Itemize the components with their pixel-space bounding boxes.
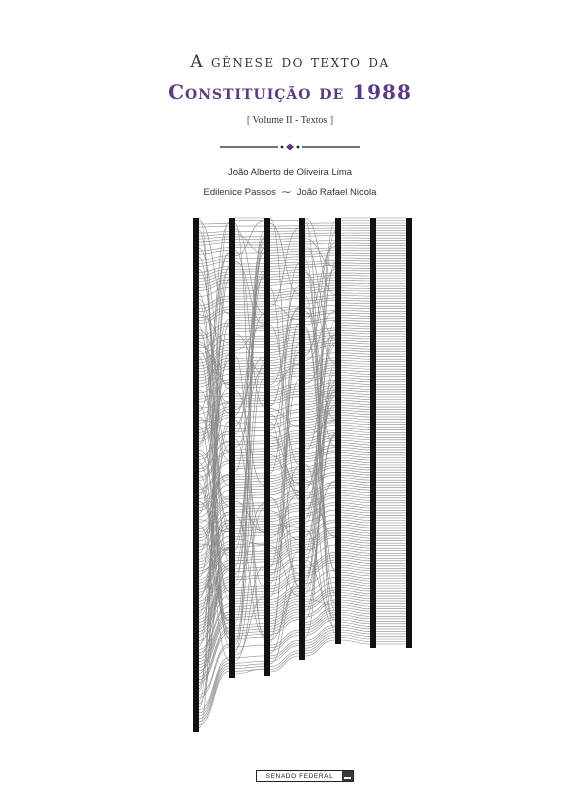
flow-line bbox=[341, 613, 370, 617]
flow-line bbox=[235, 382, 264, 383]
flow-line bbox=[341, 475, 370, 477]
flow-line bbox=[305, 353, 335, 358]
flow-line bbox=[235, 328, 264, 329]
flow-line bbox=[341, 343, 370, 344]
flow-line bbox=[305, 278, 335, 280]
flow-line bbox=[199, 396, 229, 397]
flow-line bbox=[341, 593, 370, 597]
flow-line bbox=[270, 249, 299, 250]
flow-line bbox=[341, 495, 370, 498]
flow-line bbox=[270, 236, 299, 237]
flow-line bbox=[235, 591, 264, 593]
flow-line bbox=[235, 377, 264, 378]
flow-line bbox=[341, 418, 370, 420]
flow-line bbox=[341, 295, 370, 296]
flow-line bbox=[341, 460, 370, 462]
flow-line bbox=[341, 455, 370, 457]
flow-line bbox=[235, 379, 264, 645]
flow-line bbox=[270, 241, 299, 242]
flow-line bbox=[341, 620, 370, 624]
flow-line bbox=[341, 370, 370, 372]
flow-line bbox=[341, 270, 370, 271]
flow-line bbox=[341, 373, 370, 375]
flow-line bbox=[341, 503, 370, 506]
flow-line bbox=[270, 272, 299, 274]
title-line-1: A gênese do texto da bbox=[190, 52, 390, 72]
flow-line bbox=[341, 610, 370, 614]
flow-line bbox=[235, 562, 264, 564]
flow-line bbox=[341, 283, 370, 284]
flow-line bbox=[341, 443, 370, 445]
flow-line bbox=[235, 342, 264, 343]
volume-text: Volume II - Textos bbox=[252, 115, 328, 126]
author-name-joao-rafael: João Rafael Nicola bbox=[296, 187, 377, 198]
flow-line bbox=[305, 263, 335, 265]
publisher-name: SENADO FEDERAL bbox=[265, 772, 334, 780]
flow-column-3 bbox=[264, 218, 270, 676]
flow-line bbox=[341, 368, 370, 369]
flow-line bbox=[341, 508, 370, 511]
flow-line bbox=[341, 463, 370, 465]
flow-line bbox=[341, 600, 370, 604]
flow-line bbox=[235, 589, 264, 591]
flow-line bbox=[341, 388, 370, 390]
flow-line bbox=[341, 425, 370, 427]
flow-line bbox=[341, 358, 370, 359]
flow-line bbox=[341, 433, 370, 435]
flow-line bbox=[305, 265, 335, 267]
flow-line bbox=[341, 498, 370, 501]
flow-line bbox=[341, 263, 370, 264]
flow-line bbox=[235, 616, 264, 618]
flow-line bbox=[270, 633, 299, 648]
flow-line bbox=[270, 252, 299, 253]
flow-line bbox=[270, 280, 299, 282]
flow-line bbox=[235, 669, 264, 671]
flow-line bbox=[341, 403, 370, 405]
flow-line bbox=[235, 602, 264, 604]
flow-line bbox=[235, 559, 264, 561]
flow-line bbox=[235, 522, 264, 523]
flow-line bbox=[341, 615, 370, 619]
flow-line bbox=[341, 468, 370, 470]
flow-line bbox=[341, 408, 370, 410]
flow-line bbox=[341, 638, 370, 642]
flow-line bbox=[341, 268, 370, 269]
flow-line bbox=[341, 378, 370, 380]
flow-line bbox=[341, 438, 370, 440]
flow-line bbox=[341, 273, 370, 274]
flow-line bbox=[341, 280, 370, 281]
flow-line bbox=[270, 247, 299, 248]
flow-line bbox=[235, 460, 264, 461]
flow-line bbox=[270, 234, 299, 235]
flow-line bbox=[341, 458, 370, 460]
flow-line bbox=[341, 450, 370, 452]
flow-line bbox=[341, 465, 370, 467]
flow-line bbox=[235, 363, 264, 364]
flow-line bbox=[341, 633, 370, 637]
title-line-2: Constituição de 1988 bbox=[168, 80, 412, 104]
volume-bracket-open: [ bbox=[246, 115, 251, 126]
flow-line bbox=[341, 483, 370, 486]
flow-line bbox=[270, 293, 299, 296]
flow-line bbox=[341, 505, 370, 508]
flow-line bbox=[235, 374, 264, 375]
flow-line bbox=[305, 260, 335, 262]
flow-line bbox=[341, 590, 370, 594]
flow-line bbox=[341, 355, 370, 356]
flow-line bbox=[305, 241, 335, 242]
flow-line bbox=[235, 586, 264, 588]
flow-line bbox=[341, 315, 370, 316]
flow-line bbox=[341, 400, 370, 402]
author-name-edilenice: Edilenice Passos bbox=[203, 187, 276, 198]
author-separator-icon: ⁓ bbox=[281, 187, 292, 198]
flow-line bbox=[341, 603, 370, 607]
flow-line bbox=[341, 485, 370, 488]
flow-line bbox=[341, 473, 370, 475]
flow-line bbox=[341, 293, 370, 294]
flow-line bbox=[341, 625, 370, 629]
flow-line bbox=[341, 470, 370, 472]
flow-line bbox=[341, 608, 370, 612]
author-line-2 bbox=[0, 187, 580, 198]
flow-line bbox=[341, 618, 370, 622]
flow-line bbox=[341, 305, 370, 306]
flow-line bbox=[235, 618, 264, 620]
flow-line bbox=[341, 410, 370, 412]
flow-line bbox=[341, 413, 370, 415]
flow-line bbox=[341, 480, 370, 483]
flow-line bbox=[341, 310, 370, 311]
flow-line bbox=[235, 503, 264, 504]
flow-line bbox=[341, 385, 370, 387]
flow-line bbox=[270, 239, 299, 240]
flow-line bbox=[235, 379, 264, 380]
flow-line bbox=[341, 363, 370, 364]
flow-line bbox=[199, 223, 229, 224]
flow-line bbox=[341, 345, 370, 346]
flow-line bbox=[341, 405, 370, 407]
flow-line bbox=[341, 330, 370, 331]
flow-line bbox=[341, 415, 370, 417]
volume-label bbox=[0, 115, 580, 126]
flow-line bbox=[341, 390, 370, 392]
flow-column-2 bbox=[229, 218, 235, 678]
flow-column-5 bbox=[335, 218, 341, 644]
flow-line bbox=[341, 435, 370, 437]
flow-line bbox=[341, 423, 370, 425]
flow-line bbox=[341, 488, 370, 491]
flow-line bbox=[305, 320, 335, 324]
flow-line bbox=[341, 260, 370, 261]
flow-line bbox=[341, 393, 370, 395]
flow-line bbox=[341, 478, 370, 481]
flow-line bbox=[341, 290, 370, 291]
flow-line bbox=[341, 395, 370, 397]
flow-line bbox=[235, 242, 264, 653]
flow-line bbox=[341, 640, 370, 644]
flow-line bbox=[341, 323, 370, 324]
flow-line bbox=[235, 664, 264, 666]
flow-line bbox=[341, 360, 370, 361]
flow-line bbox=[341, 328, 370, 329]
flow-column-4 bbox=[299, 218, 305, 660]
ornament-divider-icon bbox=[220, 140, 360, 154]
flow-line bbox=[235, 336, 264, 337]
text-flow-illustration bbox=[188, 212, 420, 734]
flow-line bbox=[341, 448, 370, 450]
flow-line bbox=[341, 265, 370, 266]
flow-line bbox=[235, 487, 264, 488]
flow-line bbox=[270, 283, 299, 285]
flow-line bbox=[341, 340, 370, 341]
flow-line bbox=[341, 490, 370, 493]
flow-line bbox=[341, 318, 370, 319]
flow-line bbox=[341, 285, 370, 286]
flow-line bbox=[341, 278, 370, 279]
flow-line bbox=[341, 275, 370, 276]
flow-line bbox=[341, 365, 370, 366]
flow-line bbox=[341, 440, 370, 442]
flow-line bbox=[341, 595, 370, 599]
flow-column-1 bbox=[193, 218, 199, 732]
flow-line bbox=[235, 605, 264, 607]
flow-line bbox=[270, 291, 299, 294]
flow-line bbox=[341, 348, 370, 349]
flow-line bbox=[341, 308, 370, 309]
flow-line bbox=[341, 353, 370, 354]
flow-line bbox=[341, 338, 370, 339]
flow-line bbox=[235, 339, 264, 340]
flow-line bbox=[270, 262, 299, 264]
flow-column-7 bbox=[406, 218, 412, 648]
flow-column-6 bbox=[370, 218, 376, 648]
flow-line bbox=[341, 398, 370, 400]
flow-line bbox=[235, 229, 264, 314]
flow-line bbox=[235, 667, 264, 669]
flow-line bbox=[341, 313, 370, 314]
flow-line bbox=[341, 623, 370, 627]
flow-line bbox=[199, 226, 229, 227]
flow-line bbox=[235, 557, 264, 559]
flow-line bbox=[341, 628, 370, 632]
flow-line bbox=[235, 594, 264, 596]
flow-line bbox=[341, 335, 370, 336]
flow-line bbox=[199, 261, 229, 266]
flow-line bbox=[341, 598, 370, 602]
flow-line bbox=[341, 288, 370, 289]
flow-line bbox=[270, 508, 299, 519]
flow-line bbox=[305, 231, 335, 232]
flow-line bbox=[235, 457, 264, 458]
flow-line bbox=[341, 420, 370, 422]
flow-line bbox=[341, 510, 370, 513]
flow-line bbox=[270, 324, 299, 328]
flow-line bbox=[270, 337, 299, 341]
flow-line bbox=[341, 350, 370, 351]
volume-bracket-close: ] bbox=[329, 115, 334, 126]
flow-line bbox=[341, 298, 370, 299]
flow-line bbox=[305, 285, 335, 288]
flow-line bbox=[341, 383, 370, 385]
flow-line bbox=[341, 325, 370, 326]
flow-line bbox=[235, 535, 264, 536]
flow-line bbox=[341, 380, 370, 382]
flow-line bbox=[341, 320, 370, 321]
flow-line bbox=[270, 278, 299, 280]
flow-line bbox=[341, 605, 370, 609]
flow-line bbox=[270, 254, 299, 255]
flow-line bbox=[341, 453, 370, 455]
flow-line bbox=[341, 635, 370, 639]
author-line-1: João Alberto de Oliveira Lima bbox=[227, 167, 353, 178]
flow-line bbox=[235, 484, 264, 485]
flow-line bbox=[270, 275, 299, 277]
flow-line bbox=[305, 253, 335, 254]
flow-line bbox=[341, 630, 370, 634]
flow-line bbox=[341, 303, 370, 304]
flow-line bbox=[305, 553, 335, 566]
flow-line bbox=[341, 493, 370, 496]
senado-logo-icon bbox=[342, 771, 353, 781]
flow-line bbox=[270, 244, 299, 245]
flow-line bbox=[341, 300, 370, 301]
flow-line bbox=[235, 360, 264, 361]
flow-line bbox=[341, 375, 370, 377]
flow-line bbox=[235, 551, 264, 553]
flow-line bbox=[235, 524, 264, 525]
publisher-badge bbox=[256, 770, 354, 782]
flow-line bbox=[305, 251, 335, 252]
flow-line bbox=[341, 333, 370, 334]
flow-line bbox=[235, 597, 264, 599]
flow-line bbox=[341, 500, 370, 503]
flow-line bbox=[341, 428, 370, 430]
flow-line bbox=[341, 445, 370, 447]
flow-line bbox=[341, 430, 370, 432]
flow-line bbox=[235, 661, 264, 663]
flow-line bbox=[235, 331, 264, 332]
flow-line bbox=[235, 632, 264, 634]
